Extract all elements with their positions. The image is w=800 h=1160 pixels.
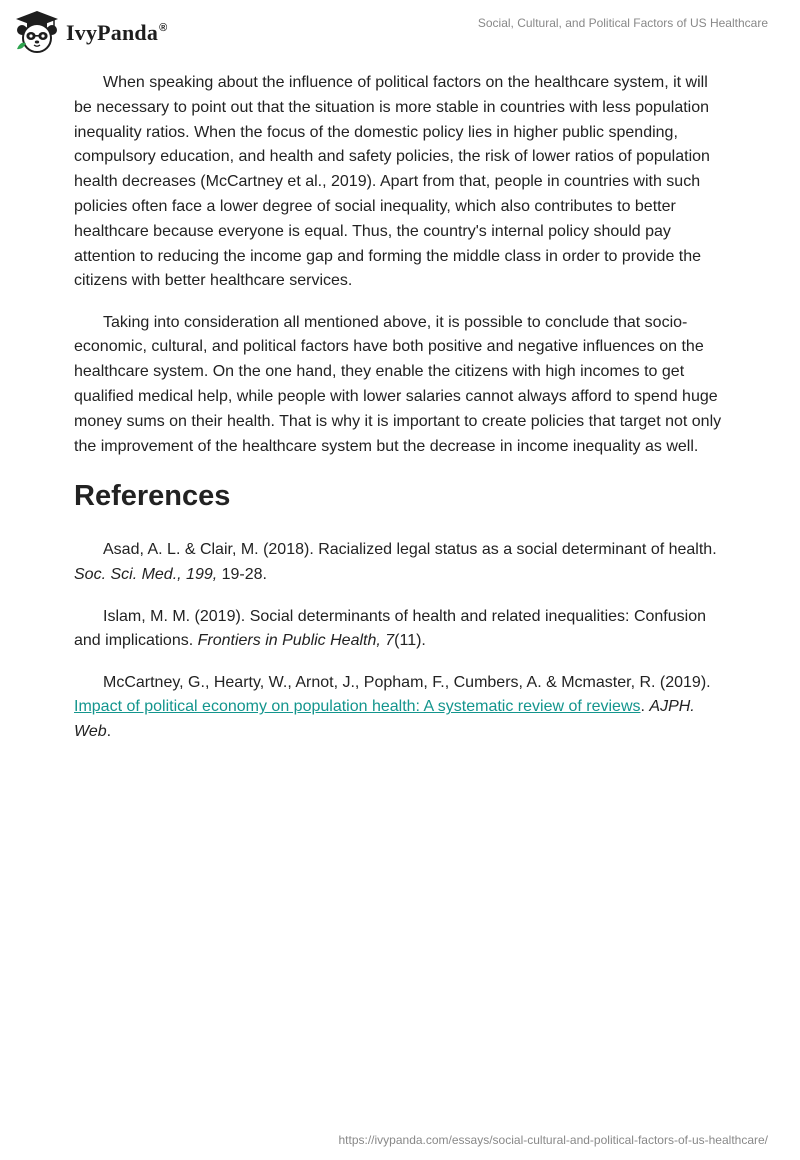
reference-link[interactable]: Impact of political economy on population health: A systematic review of reviews — [74, 698, 641, 716]
page-header — [0, 0, 800, 64]
reference-item — [74, 605, 724, 655]
registered-mark: ® — [159, 22, 168, 34]
reference-separator: . — [640, 698, 650, 716]
reference-tail: . — [106, 723, 112, 741]
reference-item — [74, 538, 724, 588]
reference-tail: 19-28. — [217, 566, 267, 584]
references-heading: References — [74, 480, 231, 513]
reference-item — [74, 671, 724, 745]
panda-graduate-icon — [14, 9, 60, 55]
reference-journal: AJPH. Web — [74, 698, 695, 741]
body-paragraph: Taking into consideration all mentioned above, it is possible to conclude that socio-economic, cultural, and political factors have both positive and negative influences on the healthcare system. On the one hand, they enable the citizens with high incomes to get qualified medical help, while people with lower salaries cannot always afford to spend huge money sums on their health. That is why it is important to create policies that target not only the improvement of the healthcare system but the decrease in income inequality as well. — [74, 313, 722, 455]
reference-authors: McCartney, G., Hearty, W., Arnot, J., Popham, F., Cumbers, A. & Mcmaster, R. (2019). — [103, 673, 711, 691]
document-title: Social, Cultural, and Political Factors of US Healthcare — [477, 16, 768, 30]
logo-text: IvyPanda — [66, 20, 159, 45]
reference-authors: Islam, M. M. (2019). Social determinants of health and related inequalities: Confusion and implications. — [74, 607, 706, 650]
footer-url[interactable]: https://ivypanda.com/essays/social-cultural-and-political-factors-of-us-healthcare/ — [338, 1133, 768, 1147]
reference-tail: (11). — [394, 632, 426, 650]
logo-wordmark — [66, 20, 167, 46]
reference-authors: Asad, A. L. & Clair, M. (2018). Racialized legal status as a social determinant of health. — [103, 541, 717, 559]
ivypanda-logo[interactable] — [14, 8, 167, 56]
essay-content — [74, 71, 724, 762]
reference-journal: Frontiers in Public Health, 7 — [197, 632, 395, 650]
body-paragraph: When speaking about the influence of political factors on the healthcare system, it will be necessary to point out that the situation is more stable in countries with less population inequality ratios. When the focus of the domestic policy lies in higher public spending, compulsory education, and health and safety policies, the risk of lower ratios of population health decreases (McCartney et al., 2019). Apart from that, people in countries with such policies often face a lower degree of social inequality, which also contributes to better healthcare because everyone is equal. Thus, the country's internal policy should pay attention to reducing the income gap and forming the middle class in order to provide the citizens with better healthcare services. — [74, 74, 710, 290]
reference-journal: Soc. Sci. Med., 199, — [74, 566, 218, 584]
